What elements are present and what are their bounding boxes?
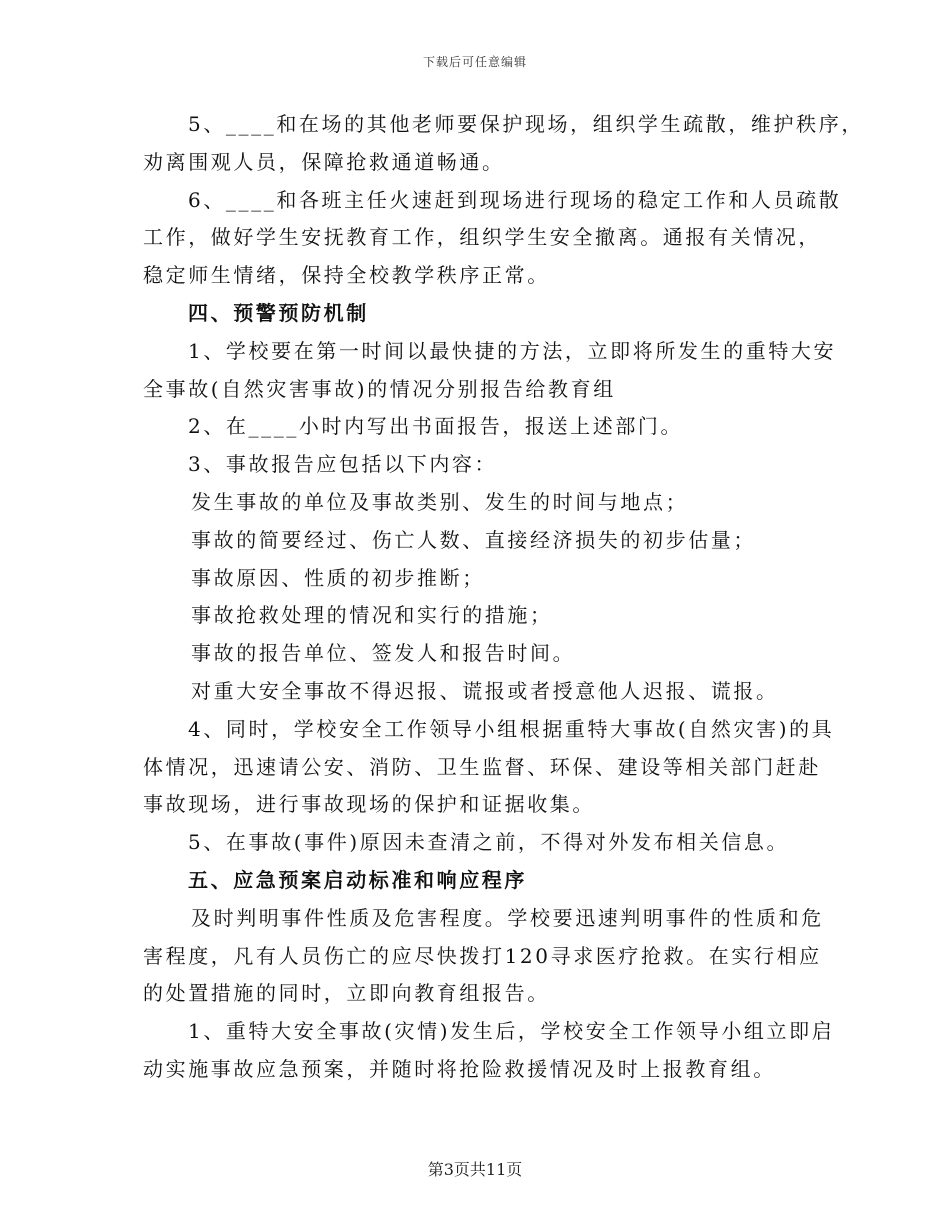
- text-line: 事故的报告单位、签发人和报告时间。: [191, 641, 576, 666]
- text-line: 事故的简要经过、伤亡人数、直接经济损失的初步估量；: [191, 527, 756, 552]
- text-line: 2、在____小时内写出书面报告，报送上述部门。: [188, 414, 684, 439]
- text-line: 的处置措施的同时，立即向教育组报告。: [143, 981, 550, 1006]
- text-line: 害程度，凡有人员伤亡的应尽快拨打120寻求医疗抢救。在实行相应: [143, 943, 822, 968]
- text-line: 5、____和在场的其他老师要保护现场，组织学生疏散，维护秩序，: [188, 112, 864, 136]
- text-line: 全事故(自然灾害事故)的情况分别报告给教育组: [143, 376, 616, 401]
- text-line: 事故抢救处理的情况和实行的措施；: [191, 603, 553, 628]
- text-line: 1、重特大安全事故(灾情)发生后，学校安全工作领导小组立即启: [188, 1019, 835, 1044]
- text-line: 劝离围观人员，保障抢救通道畅通。: [143, 149, 505, 174]
- text-line: 5、在事故(事件)原因未查清之前，不得对外发布相关信息。: [188, 830, 790, 855]
- text-line: 动实施事故应急预案，并随时将抢险救援情况及时上报教育组。: [143, 1056, 776, 1081]
- text-line: 稳定师生情绪，保持全校教学秩序正常。: [143, 263, 550, 288]
- text-line: 事故原因、性质的初步推断；: [191, 565, 485, 590]
- text-line: 1、学校要在第一时间以最快捷的方法，立即将所发生的重特大安: [188, 338, 837, 363]
- page-header: 下载后可任意编辑: [422, 55, 527, 69]
- text-line: 6、____和各班主任火速赶到现场进行现场的稳定工作和人员疏散: [188, 187, 842, 212]
- text-line: 事故现场，进行事故现场的保护和证据收集。: [143, 792, 595, 817]
- text-line: 及时判明事件性质及危害程度。学校要迅速判明事件的性质和危: [191, 905, 824, 930]
- text-line: 体情况，迅速请公安、消防、卫生监督、环保、建设等相关部门赶赴: [143, 754, 821, 779]
- text-line: 4、同时，学校安全工作领导小组根据重特大事故(自然灾害)的具: [188, 716, 835, 741]
- text-line: 工作，做好学生安抚教育工作，组织学生安全撤离。通报有关情况，: [143, 225, 821, 250]
- text-line: 对重大安全事故不得迟报、谎报或者授意他人迟报、谎报。: [191, 678, 779, 703]
- section-heading: 五、应急预案启动标准和响应程序: [188, 867, 527, 892]
- page-footer: 第3页共11页: [427, 1160, 523, 1179]
- text-line: 3、事故报告应包括以下内容：: [188, 452, 498, 477]
- section-heading: 四、预警预防机制: [188, 300, 369, 325]
- text-line: 发生事故的单位及事故类别、发生的时间与地点；: [191, 489, 689, 514]
- document-body: [143, 106, 864, 1089]
